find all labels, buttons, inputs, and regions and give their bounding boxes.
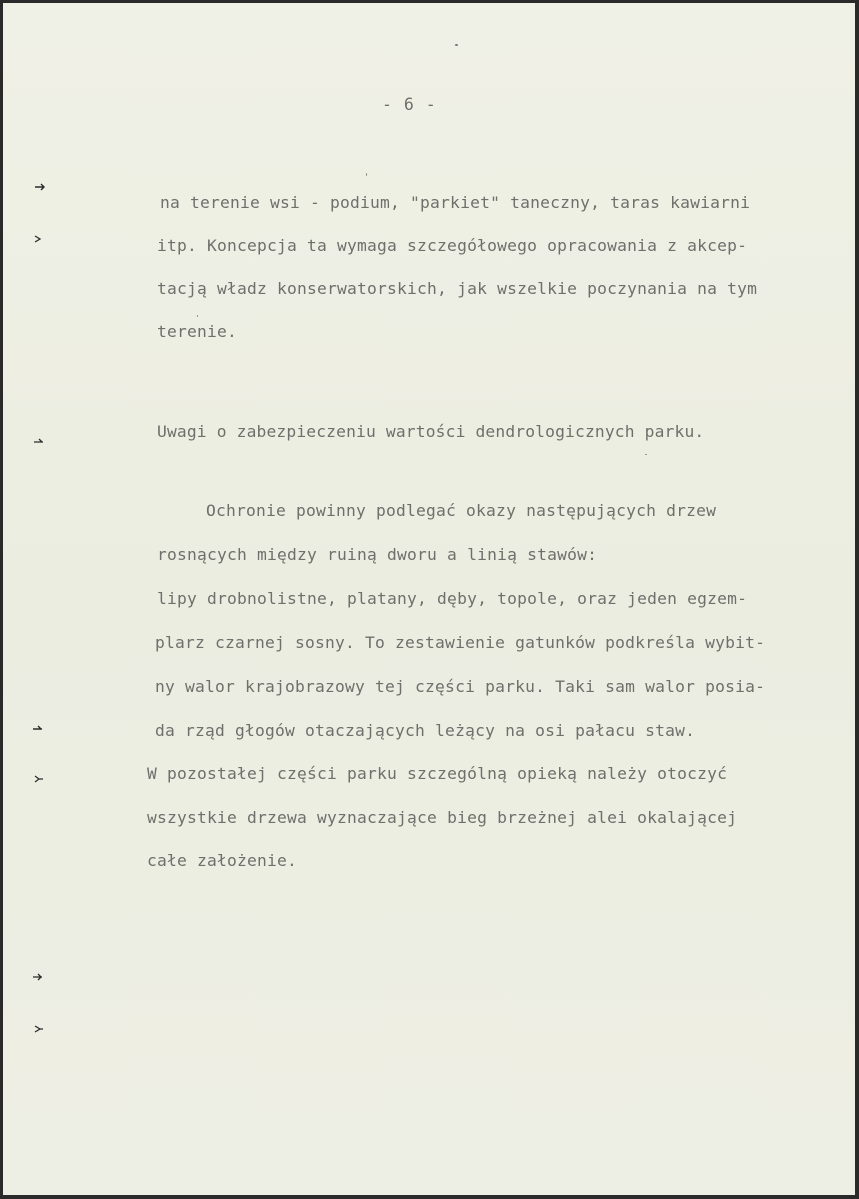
scan-border-left xyxy=(0,0,3,1199)
paragraph-2-line-4: plarz czarnej sosny. To zestawienie gatunków podkreśla wybit- xyxy=(155,633,766,652)
paragraph-1-line-3: tacją władz konserwatorskich, jak wszelkie poczynania na tym xyxy=(157,279,758,298)
paragraph-2-line-7: W pozostałej części parku szczególną opieką należy otoczyć xyxy=(147,764,728,783)
scan-border-right xyxy=(855,0,859,1199)
paragraph-2-line-8: wszystkie drzewa wyznaczające bieg brzeżnej alei okalającej xyxy=(147,808,738,827)
margin-tick-mark xyxy=(34,183,45,191)
paragraph-2-line-1: Ochronie powinny podlegać okazy następujących drzew xyxy=(206,501,717,520)
paragraph-2-line-9: całe założenie. xyxy=(147,851,298,870)
paper-speck xyxy=(645,454,647,455)
paragraph-1-line-2: itp. Koncepcja ta wymaga szczegółowego opracowania z akcep- xyxy=(157,236,748,255)
margin-tick-mark xyxy=(33,1025,44,1033)
paragraph-2-line-3: lipy drobnolistne, platany, dęby, topole, oraz jeden egzem- xyxy=(157,589,748,608)
paper-speck xyxy=(366,173,367,176)
margin-tick-mark xyxy=(32,973,43,981)
margin-tick-mark xyxy=(32,725,43,733)
paragraph-1-line-4: terenie. xyxy=(157,322,238,341)
page-number: - 6 - xyxy=(382,95,437,114)
margin-tick-mark xyxy=(32,235,43,243)
paragraph-2-line-2: rosnących między ruiną dworu a linią stawów: xyxy=(157,545,598,564)
paragraph-2-line-5: ny walor krajobrazowy tej części parku. Taki sam walor posia- xyxy=(155,677,766,696)
margin-tick-mark xyxy=(33,438,44,446)
paragraph-1-line-1: na terenie wsi - podium, "parkiet" taneczny, taras kawiarni xyxy=(160,193,751,212)
scan-border-bottom xyxy=(0,1195,859,1199)
scan-border-top xyxy=(0,0,859,3)
margin-tick-mark xyxy=(33,775,44,783)
paper-speck xyxy=(455,44,458,46)
paper-speck xyxy=(197,315,198,317)
paragraph-2-line-6: da rząd głogów otaczających leżący na osi pałacu staw. xyxy=(155,721,696,740)
section-heading: Uwagi o zabezpieczeniu wartości dendrologicznych parku. xyxy=(157,422,705,441)
